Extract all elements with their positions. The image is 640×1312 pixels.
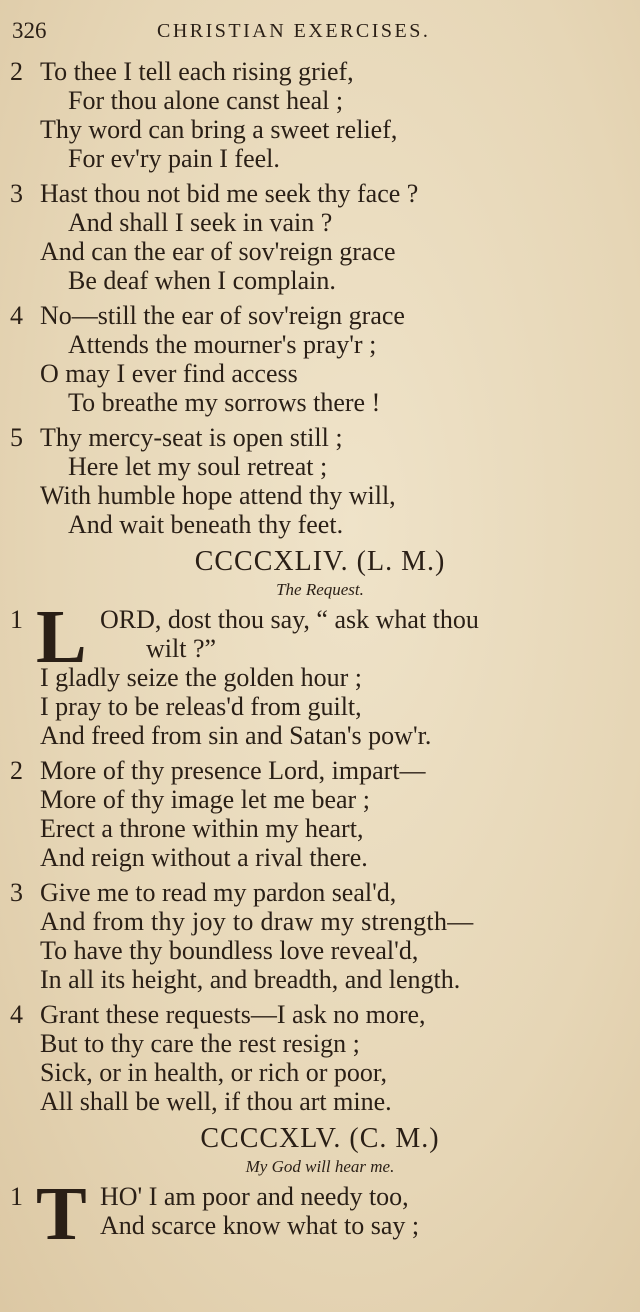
stanza xyxy=(0,179,640,295)
verse-line: Erect a throne within my heart, xyxy=(40,814,364,843)
verse-line: All shall be well, if thou art mine. xyxy=(40,1087,392,1116)
verse-line: And freed from sin and Satan's pow'r. xyxy=(40,721,432,750)
verse-line: Thy word can bring a sweet relief, xyxy=(40,115,398,144)
verse-line: And from thy joy to draw my strength— xyxy=(40,907,474,936)
verse-line: For thou alone canst heal ; xyxy=(68,86,344,115)
hymn-subtitle: The Request. xyxy=(276,580,364,599)
stanza xyxy=(0,756,640,872)
verse-line: And shall I seek in vain ? xyxy=(68,208,333,237)
verse-number: 4 xyxy=(10,1000,23,1029)
page-number: 326 xyxy=(12,18,47,43)
stanza xyxy=(0,595,640,750)
verse-line: For ev'ry pain I feel. xyxy=(68,144,280,173)
stanza xyxy=(0,878,640,994)
verse-line: Be deaf when I complain. xyxy=(68,266,336,295)
stanza xyxy=(0,423,640,539)
verse-line: And wait beneath thy feet. xyxy=(68,510,344,539)
page-header xyxy=(12,18,626,48)
verse-line: With humble hope attend thy will, xyxy=(40,481,396,510)
verse-line: ORD, dost thou say, “ ask what thou xyxy=(100,605,479,634)
verse-line: No—still the ear of sov'reign grace xyxy=(40,301,405,330)
verse-line: To thee I tell each rising grief, xyxy=(40,57,354,86)
stanza xyxy=(0,1000,640,1116)
running-title: CHRISTIAN EXERCISES. xyxy=(157,20,431,42)
hymn-title: CCCCXLV. (C. M.) xyxy=(200,1123,440,1154)
verse-number: 3 xyxy=(10,179,23,208)
verse-number: 3 xyxy=(10,878,23,907)
verse-line: In all its height, and breadth, and length. xyxy=(40,965,461,994)
hymn-subtitle: My God will hear me. xyxy=(245,1157,395,1176)
verse-line: Thy mercy-seat is open still ; xyxy=(40,423,343,452)
verse-line: Hast thou not bid me seek thy face ? xyxy=(40,179,419,208)
verse-number: 2 xyxy=(10,756,23,785)
verse-line: More of thy image let me bear ; xyxy=(40,785,370,814)
drop-cap: L xyxy=(36,595,87,679)
verse-line: To have thy boundless love reveal'd, xyxy=(40,936,419,965)
verse-line: More of thy presence Lord, impart— xyxy=(40,756,426,785)
drop-cap: T xyxy=(36,1172,87,1256)
verse-number: 2 xyxy=(10,57,23,86)
hymn-title: CCCCXLIV. (L. M.) xyxy=(194,546,446,577)
verse-number: 4 xyxy=(10,301,23,330)
verse-line: Give me to read my pardon seal'd, xyxy=(40,878,397,907)
verse-line: But to thy care the rest resign ; xyxy=(40,1029,360,1058)
verse-line: I gladly seize the golden hour ; xyxy=(40,663,363,692)
verse-number: 5 xyxy=(10,423,23,452)
verse-line: And scarce know what to say ; xyxy=(100,1211,420,1240)
verse-line: And reign without a rival there. xyxy=(40,843,368,872)
verse-line: Here let my soul retreat ; xyxy=(68,452,328,481)
verse-line: And can the ear of sov'reign grace xyxy=(40,237,396,266)
verse-line: To breathe my sorrows there ! xyxy=(68,388,381,417)
verse-line: Grant these requests—I ask no more, xyxy=(40,1000,426,1029)
verse-line: HO' I am poor and needy too, xyxy=(100,1182,409,1211)
page-content xyxy=(0,57,640,1256)
verse-line: Sick, or in health, or rich or poor, xyxy=(40,1058,387,1087)
verse-number: 1 xyxy=(10,605,23,634)
verse-line: I pray to be releas'd from guilt, xyxy=(40,692,362,721)
stanza xyxy=(0,1172,640,1256)
verse-line: O may I ever find access xyxy=(40,359,298,388)
verse-line: wilt ?” xyxy=(146,634,217,663)
stanza xyxy=(0,57,640,173)
stanza xyxy=(0,301,640,417)
verse-number: 1 xyxy=(10,1182,23,1211)
verse-line: Attends the mourner's pray'r ; xyxy=(68,330,377,359)
